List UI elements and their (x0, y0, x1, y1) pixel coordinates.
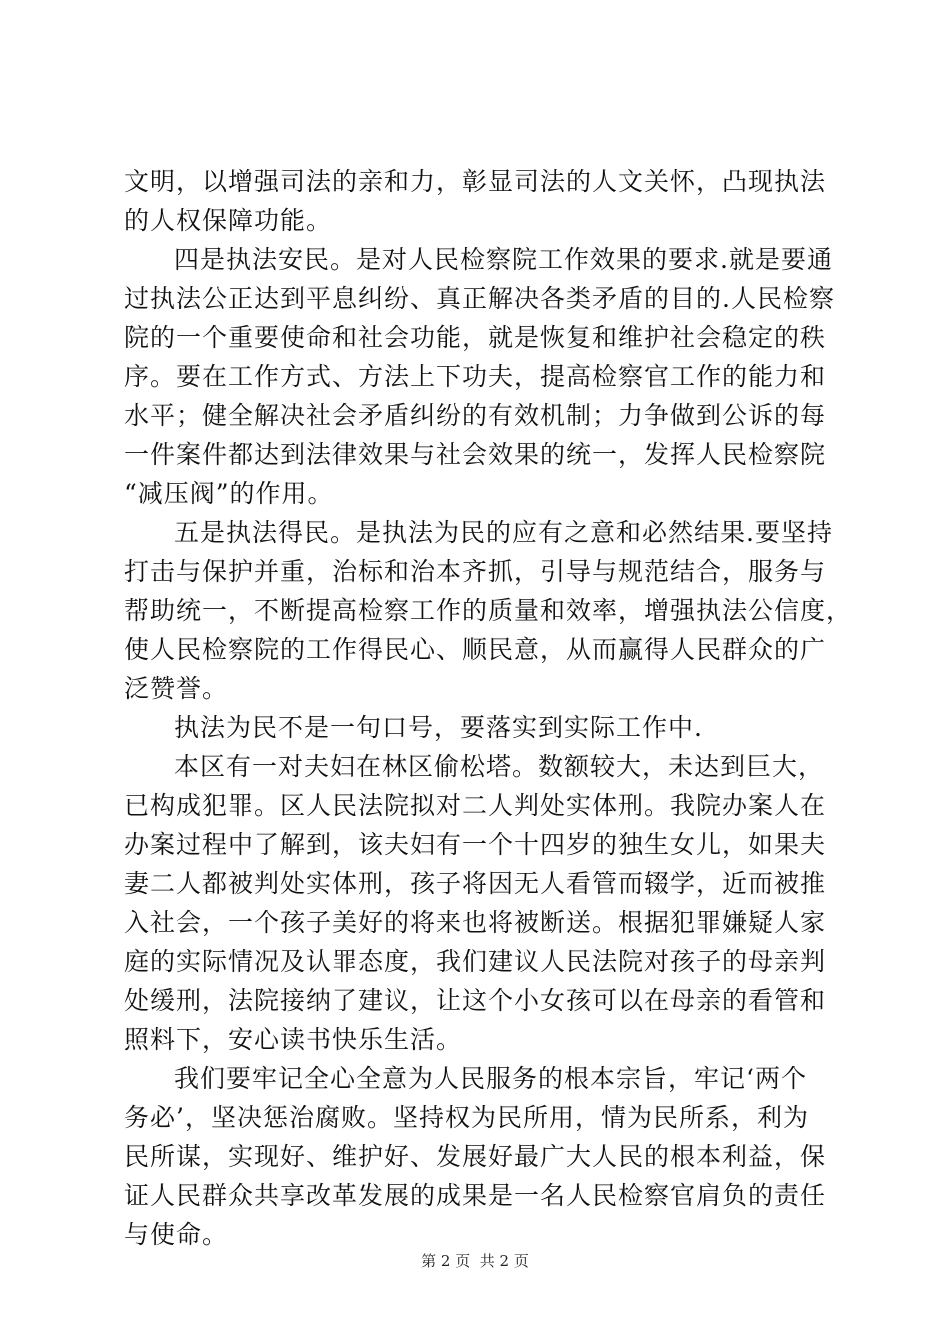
paragraph-first-line: 我们要牢记全心全意为人民服务的根本宗旨，牢记‘两个 (174, 1064, 807, 1093)
paragraph-line: 使人民检察院的工作得民心、顺民意，从而赢得人民群众的广 (124, 635, 827, 664)
page-footer (0, 1250, 950, 1271)
paragraph-line: 务必’，坚决惩治腐败。坚持权为民所用，情为民所系，利为 (124, 1103, 809, 1132)
paragraph-line: 一件案件都达到法律效果与社会效果的统一，发挥人民检察院 (124, 440, 827, 469)
paragraph-line: 民所谋，实现好、维护好、发展好最广大人民的根本利益，保 (124, 1142, 827, 1171)
paragraph-line: 已构成犯罪。区人民法院拟对二人判处实体刑。我院办案人在 (124, 791, 827, 820)
paragraph-first-line: 执法为民不是一句口号，要落实到实际工作中. (174, 713, 703, 742)
paragraph-first-line: 本区有一对夫妇在林区偷松塔。数额较大，未达到巨大， (174, 752, 825, 781)
paragraph-line: 的人权保障功能。 (124, 206, 333, 235)
paragraph-line: 与使命。 (124, 1220, 229, 1249)
paragraph-line: 庭的实际情况及认罪态度，我们建议人民法院对孩子的母亲判 (124, 947, 827, 976)
paragraph-line: 打击与保护并重，治标和治本齐抓，引导与规范结合，服务与 (124, 557, 827, 586)
paragraph-line: 办案过程中了解到，该夫妇有一个十四岁的独生女儿，如果夫 (124, 830, 827, 859)
paragraph-line: 证人民群众共享改革发展的成果是一名人民检察官肩负的责任 (124, 1181, 827, 1210)
document-body (124, 162, 853, 1254)
paragraph-line: 妻二人都被判处实体刑，孩子将因无人看管而辍学，近而被推 (124, 869, 827, 898)
paragraph-line: 过执法公正达到平息纠纷、真正解决各类矛盾的目的.人民检察 (124, 284, 835, 313)
page-number-current: 第 2 页 (421, 1252, 471, 1270)
paragraph-line: 处缓刑，法院接纳了建议，让这个小女孩可以在母亲的看管和 (124, 986, 827, 1015)
paragraph-line: 院的一个重要使命和社会功能，就是恢复和维护社会稳定的秩 (124, 323, 827, 352)
paragraph-line: “减压阀”的作用。 (124, 479, 334, 508)
paragraph-first-line: 五是执法得民。是执法为民的应有之意和必然结果.要坚持 (174, 518, 833, 547)
paragraph-line: 照料下，安心读书快乐生活。 (124, 1025, 463, 1054)
paragraph-line: 文明，以增强司法的亲和力，彰显司法的人文关怀，凸现执法 (124, 167, 827, 196)
paragraph-line: 入社会，一个孩子美好的将来也将被断送。根据犯罪嫌疑人家 (124, 908, 827, 937)
paragraph-line: 水平；健全解决社会矛盾纠纷的有效机制；力争做到公诉的每 (124, 401, 827, 430)
page-number-total: 共 2 页 (479, 1252, 529, 1270)
paragraph-line: 序。要在工作方式、方法上下功夫，提高检察官工作的能力和 (124, 362, 827, 391)
paragraph-line: 泛赞誉。 (124, 674, 229, 703)
paragraph-first-line: 四是执法安民。是对人民检察院工作效果的要求.就是要通 (174, 245, 833, 274)
paragraph-line: 帮助统一，不断提高检察工作的质量和效率，增强执法公信度， (124, 596, 853, 625)
